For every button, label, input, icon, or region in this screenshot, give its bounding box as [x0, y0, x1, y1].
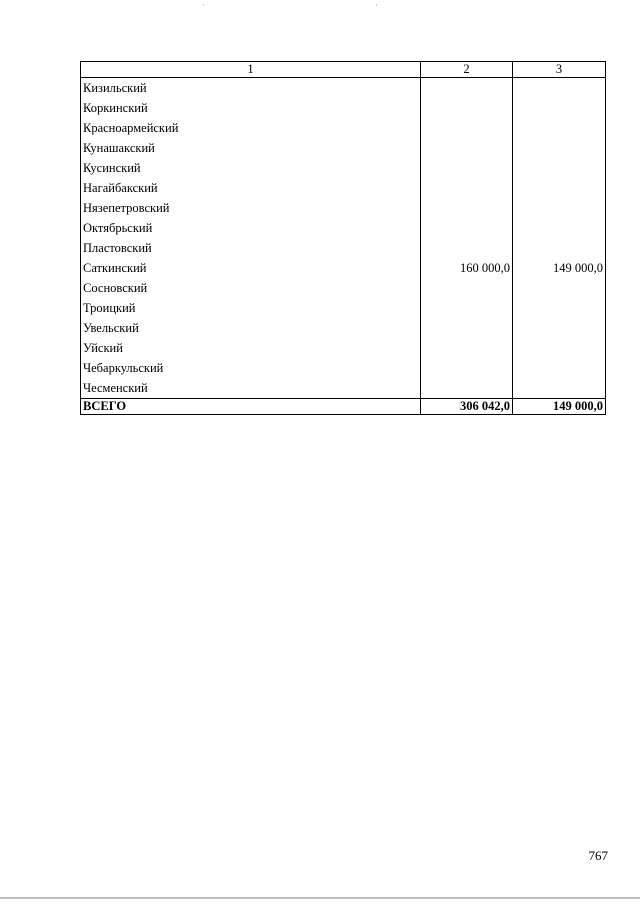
total-row: [81, 399, 606, 415]
table-row: [81, 238, 606, 258]
table-header-row: [81, 62, 606, 78]
bottom-divider: [0, 897, 640, 899]
table-row: [81, 218, 606, 238]
col3-value-cell: [513, 358, 606, 378]
col2-value-cell: [421, 298, 513, 318]
district-name-cell: Троицкий: [81, 298, 421, 318]
col3-value-cell: [513, 98, 606, 118]
table-row: [81, 358, 606, 378]
col3-value-cell: [513, 318, 606, 338]
col2-value-cell: [421, 318, 513, 338]
col3-value-cell: 149 000,0: [513, 258, 606, 278]
table-row: [81, 298, 606, 318]
col3-value-cell: [513, 78, 606, 99]
page-number: 767: [588, 848, 608, 863]
district-name-cell: Чесменский: [81, 378, 421, 399]
table-row: [81, 378, 606, 399]
district-name-cell: Нагайбакский: [81, 178, 421, 198]
col2-value-cell: [421, 98, 513, 118]
table-row: [81, 278, 606, 298]
column-header: 1: [81, 62, 421, 78]
district-name-cell: Красноармейский: [81, 118, 421, 138]
col2-value-cell: [421, 178, 513, 198]
table-row: [81, 158, 606, 178]
district-name-cell: Саткинский: [81, 258, 421, 278]
col2-value-cell: [421, 218, 513, 238]
col2-value-cell: [421, 378, 513, 399]
district-name-cell: Кизильский: [81, 78, 421, 99]
district-name-cell: Чебаркульский: [81, 358, 421, 378]
col3-value-cell: [513, 238, 606, 258]
col2-value-cell: [421, 338, 513, 358]
scan-artifact: [376, 4, 377, 6]
table-row: [81, 198, 606, 218]
total-col2-value: 306 042,0: [421, 399, 513, 415]
col2-value-cell: [421, 78, 513, 99]
district-name-cell: Сосновский: [81, 278, 421, 298]
district-name-cell: Кусинский: [81, 158, 421, 178]
col2-value-cell: [421, 278, 513, 298]
col3-value-cell: [513, 338, 606, 358]
col3-value-cell: [513, 158, 606, 178]
col3-value-cell: [513, 198, 606, 218]
col3-value-cell: [513, 218, 606, 238]
table-row: [81, 338, 606, 358]
col3-value-cell: [513, 278, 606, 298]
district-name-cell: Нязепетровский: [81, 198, 421, 218]
table-row: [81, 118, 606, 138]
district-name-cell: Уйский: [81, 338, 421, 358]
column-header: 3: [513, 62, 606, 78]
col2-value-cell: [421, 158, 513, 178]
col2-value-cell: [421, 198, 513, 218]
district-name-cell: Октябрьский: [81, 218, 421, 238]
table-row: [81, 98, 606, 118]
district-name-cell: Пластовский: [81, 238, 421, 258]
total-label: ВСЕГО: [81, 399, 421, 415]
col3-value-cell: [513, 138, 606, 158]
table-row: [81, 138, 606, 158]
table-row: [81, 258, 606, 278]
col3-value-cell: [513, 378, 606, 399]
col3-value-cell: [513, 178, 606, 198]
scan-artifact: [203, 4, 204, 6]
district-name-cell: Увельский: [81, 318, 421, 338]
table-row: [81, 78, 606, 99]
district-name-cell: Коркинский: [81, 98, 421, 118]
col2-value-cell: [421, 138, 513, 158]
col2-value-cell: 160 000,0: [421, 258, 513, 278]
col2-value-cell: [421, 358, 513, 378]
table-body: [81, 78, 606, 399]
total-col3-value: 149 000,0: [513, 399, 606, 415]
col2-value-cell: [421, 118, 513, 138]
col3-value-cell: [513, 118, 606, 138]
table-row: [81, 318, 606, 338]
column-header: 2: [421, 62, 513, 78]
col2-value-cell: [421, 238, 513, 258]
budget-table: [80, 61, 606, 415]
district-name-cell: Кунашакский: [81, 138, 421, 158]
col3-value-cell: [513, 298, 606, 318]
table-row: [81, 178, 606, 198]
